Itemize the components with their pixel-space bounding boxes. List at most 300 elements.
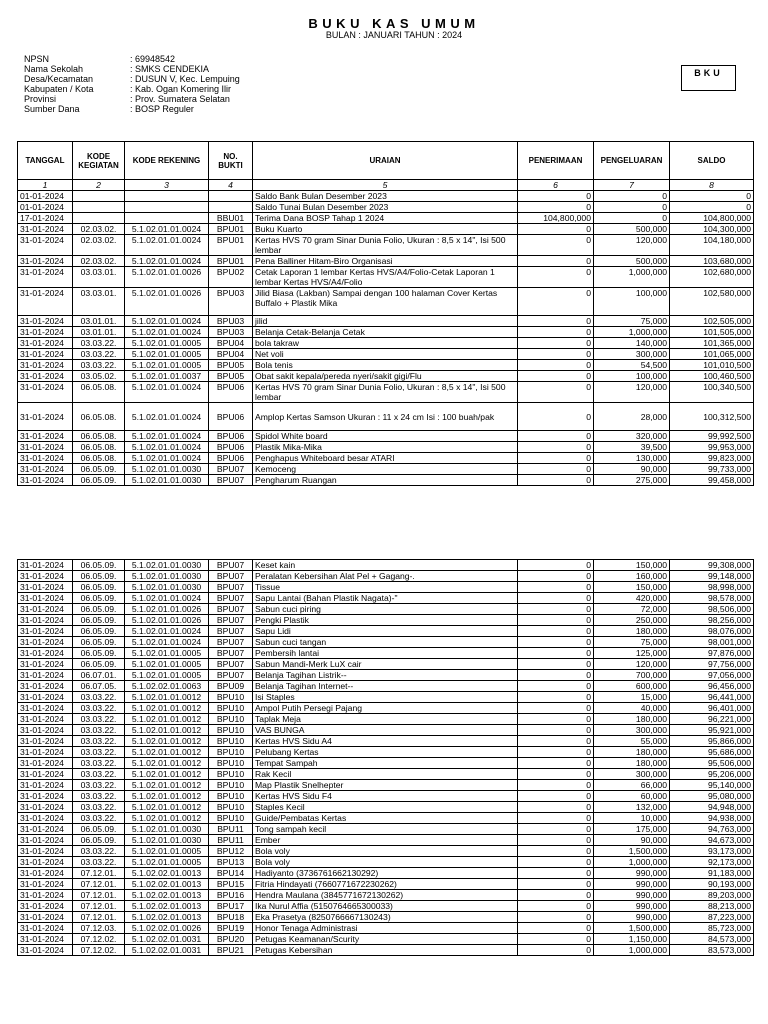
cell-tanggal: 31-01-2024 — [18, 349, 73, 360]
cell-penerimaan: 0 — [518, 813, 594, 824]
info-label: Nama Sekolah — [24, 64, 84, 74]
cell-no-bukti: BPU06 — [209, 453, 253, 464]
cell-no-bukti: BPU10 — [209, 769, 253, 780]
cell-kode-kegiatan: 03.03.22. — [73, 813, 125, 824]
cell-pengeluaran: 90,000 — [594, 835, 670, 846]
cell-no-bukti: BPU05 — [209, 360, 253, 371]
table-row — [18, 442, 754, 453]
cell-no-bukti: BBU01 — [209, 213, 253, 224]
cell-kode-kegiatan: 06.05.09. — [73, 659, 125, 670]
cell-tanggal: 31-01-2024 — [18, 464, 73, 475]
info-value: : DUSUN V, Kec. Lempuing — [130, 74, 240, 84]
cell-penerimaan: 0 — [518, 475, 594, 486]
cell-pengeluaran: 75,000 — [594, 637, 670, 648]
cell-uraian: Plastik Mika-Mika — [253, 442, 518, 453]
table-row — [18, 593, 754, 604]
cell-uraian: Ampol Putih Persegi Pajang — [253, 703, 518, 714]
cell-pengeluaran: 120,000 — [594, 382, 670, 403]
cell-kode-rekening: 5.1.02.01.01.0012 — [125, 769, 209, 780]
cell-pengeluaran: 120,000 — [594, 659, 670, 670]
cell-uraian: Tissue — [253, 582, 518, 593]
cell-uraian: Petugas Keamanan/Scurity — [253, 934, 518, 945]
cell-penerimaan: 0 — [518, 604, 594, 615]
cell-uraian: Buku Kuarto — [253, 224, 518, 235]
cell-pengeluaran: 500,000 — [594, 256, 670, 267]
cell-penerimaan: 0 — [518, 464, 594, 475]
cell-penerimaan: 0 — [518, 780, 594, 791]
cell-uraian: Hendra Maulana (3845771672130262) — [253, 890, 518, 901]
cell-kode-rekening: 5.1.02.01.01.0024 — [125, 593, 209, 604]
cell-tanggal: 31-01-2024 — [18, 692, 73, 703]
cell-kode-kegiatan: 06.05.09. — [73, 626, 125, 637]
cell-kode-rekening: 5.1.02.01.01.0024 — [125, 626, 209, 637]
cell-saldo: 100,312,500 — [670, 403, 754, 431]
cell-saldo: 0 — [670, 191, 754, 202]
cell-uraian: Spidol White board — [253, 431, 518, 442]
table-row — [18, 648, 754, 659]
cell-no-bukti: BPU07 — [209, 475, 253, 486]
cell-pengeluaran: 180,000 — [594, 714, 670, 725]
cell-penerimaan: 0 — [518, 316, 594, 327]
cell-no-bukti: BPU18 — [209, 912, 253, 923]
cell-kode-kegiatan: 03.03.01. — [73, 288, 125, 316]
cell-saldo: 99,458,000 — [670, 475, 754, 486]
cell-kode-rekening: 5.1.02.01.01.0005 — [125, 659, 209, 670]
cell-pengeluaran: 150,000 — [594, 560, 670, 571]
cell-no-bukti: BPU19 — [209, 923, 253, 934]
cell-tanggal: 31-01-2024 — [18, 890, 73, 901]
cell-uraian: Kertas HVS Sidu F4 — [253, 791, 518, 802]
cell-kode-kegiatan: 02.03.02. — [73, 256, 125, 267]
cell-kode-kegiatan: 03.03.22. — [73, 725, 125, 736]
cell-kode-kegiatan: 03.03.22. — [73, 736, 125, 747]
col-index: 2 — [73, 180, 125, 191]
cell-kode-kegiatan: 06.05.09. — [73, 582, 125, 593]
cell-penerimaan: 0 — [518, 791, 594, 802]
cell-kode-rekening: 5.1.02.01.01.0026 — [125, 615, 209, 626]
cell-tanggal: 31-01-2024 — [18, 901, 73, 912]
cell-penerimaan: 0 — [518, 593, 594, 604]
cell-tanggal: 31-01-2024 — [18, 780, 73, 791]
cell-pengeluaran: 54,500 — [594, 360, 670, 371]
cell-saldo: 96,456,000 — [670, 681, 754, 692]
cell-no-bukti: BPU10 — [209, 813, 253, 824]
cell-kode-rekening: 5.1.02.01.01.0024 — [125, 316, 209, 327]
cell-tanggal: 31-01-2024 — [18, 615, 73, 626]
cell-tanggal: 31-01-2024 — [18, 327, 73, 338]
cell-pengeluaran: 0 — [594, 202, 670, 213]
cell-uraian: Kemoceng — [253, 464, 518, 475]
cell-tanggal: 31-01-2024 — [18, 945, 73, 956]
cell-kode-kegiatan: 06.05.08. — [73, 382, 125, 403]
cell-kode-kegiatan: 06.05.09. — [73, 464, 125, 475]
table-row — [18, 615, 754, 626]
cell-no-bukti: BPU07 — [209, 560, 253, 571]
table-row — [18, 868, 754, 879]
ledger-table-page-2 — [17, 559, 754, 956]
cell-saldo: 95,140,000 — [670, 780, 754, 791]
table-row — [18, 923, 754, 934]
info-row — [24, 94, 240, 104]
cell-tanggal: 31-01-2024 — [18, 868, 73, 879]
cell-no-bukti: BPU21 — [209, 945, 253, 956]
cell-saldo: 103,680,000 — [670, 256, 754, 267]
cell-penerimaan: 0 — [518, 453, 594, 464]
table-row — [18, 769, 754, 780]
cell-saldo: 96,441,000 — [670, 692, 754, 703]
table-row — [18, 692, 754, 703]
cell-tanggal: 31-01-2024 — [18, 316, 73, 327]
col-header-saldo: SALDO — [670, 142, 754, 180]
table-row — [18, 890, 754, 901]
cell-saldo: 95,080,000 — [670, 791, 754, 802]
cell-kode-rekening: 5.1.02.01.01.0024 — [125, 235, 209, 256]
cell-tanggal: 01-01-2024 — [18, 202, 73, 213]
cell-no-bukti: BPU09 — [209, 681, 253, 692]
cell-tanggal: 31-01-2024 — [18, 791, 73, 802]
cell-kode-kegiatan: 06.05.09. — [73, 593, 125, 604]
cell-kode-rekening: 5.1.02.01.01.0005 — [125, 360, 209, 371]
cell-no-bukti: BPU07 — [209, 637, 253, 648]
cell-tanggal: 31-01-2024 — [18, 857, 73, 868]
cell-tanggal: 31-01-2024 — [18, 824, 73, 835]
cell-tanggal: 31-01-2024 — [18, 923, 73, 934]
cell-no-bukti: BPU16 — [209, 890, 253, 901]
cell-penerimaan: 0 — [518, 256, 594, 267]
cell-tanggal: 31-01-2024 — [18, 626, 73, 637]
cell-kode-kegiatan — [73, 213, 125, 224]
cell-kode-kegiatan: 07.12.01. — [73, 890, 125, 901]
cell-tanggal: 31-01-2024 — [18, 725, 73, 736]
cell-pengeluaran: 180,000 — [594, 758, 670, 769]
cell-tanggal: 31-01-2024 — [18, 442, 73, 453]
col-header-tanggal: TANGGAL — [18, 142, 73, 180]
table-row — [18, 736, 754, 747]
cell-kode-rekening: 5.1.02.01.01.0005 — [125, 846, 209, 857]
cell-no-bukti: BPU11 — [209, 824, 253, 835]
cell-no-bukti: BPU10 — [209, 780, 253, 791]
cell-saldo: 90,193,000 — [670, 879, 754, 890]
cell-kode-kegiatan: 06.05.08. — [73, 403, 125, 431]
info-row — [24, 74, 240, 84]
table-row — [18, 360, 754, 371]
table-row — [18, 747, 754, 758]
cell-kode-rekening: 5.1.02.01.01.0024 — [125, 403, 209, 431]
cell-tanggal: 31-01-2024 — [18, 453, 73, 464]
school-info — [24, 54, 240, 114]
cell-uraian: Bola voly — [253, 846, 518, 857]
cell-saldo: 98,256,000 — [670, 615, 754, 626]
cell-tanggal: 31-01-2024 — [18, 604, 73, 615]
cell-kode-rekening: 5.1.02.01.01.0012 — [125, 714, 209, 725]
cell-pengeluaran: 700,000 — [594, 670, 670, 681]
cell-saldo: 97,056,000 — [670, 670, 754, 681]
cell-kode-kegiatan: 02.03.02. — [73, 224, 125, 235]
cell-tanggal: 31-01-2024 — [18, 571, 73, 582]
cell-penerimaan: 0 — [518, 758, 594, 769]
info-label: NPSN — [24, 54, 50, 64]
table-row — [18, 703, 754, 714]
cell-uraian: Map Plastik Snelhepter — [253, 780, 518, 791]
cell-tanggal: 31-01-2024 — [18, 813, 73, 824]
table-row — [18, 256, 754, 267]
info-value: : Kab. Ogan Komering Ilir — [130, 84, 232, 94]
cell-no-bukti: BPU05 — [209, 371, 253, 382]
cell-saldo: 99,953,000 — [670, 442, 754, 453]
cell-kode-rekening: 5.1.02.01.01.0026 — [125, 267, 209, 288]
cell-no-bukti: BPU10 — [209, 736, 253, 747]
cell-kode-rekening: 5.1.02.01.01.0030 — [125, 824, 209, 835]
cell-pengeluaran: 180,000 — [594, 747, 670, 758]
cell-no-bukti: BPU07 — [209, 659, 253, 670]
cell-kode-kegiatan: 03.03.22. — [73, 349, 125, 360]
cell-no-bukti: BPU07 — [209, 464, 253, 475]
cell-penerimaan: 0 — [518, 934, 594, 945]
cell-uraian: Sapu Lantai (Bahan Plastik Nagata)-" — [253, 593, 518, 604]
cell-saldo: 102,505,000 — [670, 316, 754, 327]
cell-saldo: 98,001,000 — [670, 637, 754, 648]
table-row — [18, 813, 754, 824]
column-index-row — [18, 180, 754, 191]
table-row — [18, 824, 754, 835]
cell-uraian: Terima Dana BOSP Tahap 1 2024 — [253, 213, 518, 224]
cell-tanggal: 31-01-2024 — [18, 475, 73, 486]
table-row — [18, 780, 754, 791]
cell-kode-kegiatan: 06.05.09. — [73, 824, 125, 835]
cell-uraian: VAS BUNGA — [253, 725, 518, 736]
cell-pengeluaran: 250,000 — [594, 615, 670, 626]
table-row — [18, 453, 754, 464]
cell-kode-rekening: 5.1.02.02.01.0063 — [125, 681, 209, 692]
cell-pengeluaran: 140,000 — [594, 338, 670, 349]
cell-saldo: 100,460,500 — [670, 371, 754, 382]
cell-tanggal: 31-01-2024 — [18, 758, 73, 769]
cell-penerimaan: 0 — [518, 802, 594, 813]
cell-kode-kegiatan: 06.05.09. — [73, 648, 125, 659]
info-value: : 69948542 — [130, 54, 176, 64]
cell-saldo: 101,365,000 — [670, 338, 754, 349]
cell-penerimaan: 0 — [518, 191, 594, 202]
cell-kode-kegiatan: 06.05.09. — [73, 835, 125, 846]
cell-saldo: 93,173,000 — [670, 846, 754, 857]
info-row — [24, 104, 240, 114]
cell-uraian: bola takraw — [253, 338, 518, 349]
document-title: BUKU KAS UMUM — [308, 16, 480, 31]
cell-tanggal: 31-01-2024 — [18, 371, 73, 382]
cell-penerimaan: 0 — [518, 912, 594, 923]
cell-pengeluaran: 120,000 — [594, 235, 670, 256]
cell-pengeluaran: 130,000 — [594, 453, 670, 464]
table-row — [18, 670, 754, 681]
table-row — [18, 403, 754, 431]
cell-kode-rekening: 5.1.02.01.01.0030 — [125, 571, 209, 582]
info-value: : BOSP Reguler — [130, 104, 194, 114]
cell-saldo: 96,401,000 — [670, 703, 754, 714]
cell-kode-rekening: 5.1.02.01.01.0026 — [125, 604, 209, 615]
cell-uraian: Belanja Tagihan Internet-- — [253, 681, 518, 692]
cell-penerimaan: 0 — [518, 824, 594, 835]
table-row — [18, 571, 754, 582]
cell-uraian: Rak Kecil — [253, 769, 518, 780]
info-label: Sumber Dana — [24, 104, 80, 114]
col-header-pengeluaran: PENGELUARAN — [594, 142, 670, 180]
cell-uraian: Sabun cuci tangan — [253, 637, 518, 648]
info-label: Desa/Kecamatan — [24, 74, 94, 84]
cell-tanggal: 31-01-2024 — [18, 747, 73, 758]
cell-kode-kegiatan: 06.07.05. — [73, 681, 125, 692]
cell-no-bukti: BPU07 — [209, 615, 253, 626]
cell-penerimaan: 0 — [518, 431, 594, 442]
cell-tanggal: 31-01-2024 — [18, 382, 73, 403]
cell-penerimaan: 0 — [518, 382, 594, 403]
cell-penerimaan: 0 — [518, 267, 594, 288]
cell-kode-kegiatan: 02.03.02. — [73, 235, 125, 256]
cell-tanggal: 31-01-2024 — [18, 582, 73, 593]
cell-pengeluaran: 39,500 — [594, 442, 670, 453]
col-index: 3 — [125, 180, 209, 191]
cell-penerimaan: 104,800,000 — [518, 213, 594, 224]
cell-penerimaan: 0 — [518, 681, 594, 692]
cell-uraian: Saldo Tunai Bulan Desember 2023 — [253, 202, 518, 213]
cell-no-bukti: BPU03 — [209, 288, 253, 316]
cell-tanggal: 31-01-2024 — [18, 912, 73, 923]
cell-saldo: 95,866,000 — [670, 736, 754, 747]
cell-pengeluaran: 15,000 — [594, 692, 670, 703]
cell-kode-kegiatan: 03.05.02. — [73, 371, 125, 382]
cell-pengeluaran: 10,000 — [594, 813, 670, 824]
cell-penerimaan: 0 — [518, 945, 594, 956]
cell-pengeluaran: 320,000 — [594, 431, 670, 442]
table-row — [18, 725, 754, 736]
cell-pengeluaran: 300,000 — [594, 349, 670, 360]
cell-saldo: 0 — [670, 202, 754, 213]
table-row — [18, 560, 754, 571]
document-subtitle: BULAN : JANUARI TAHUN : 2024 — [325, 30, 463, 40]
cell-no-bukti: BPU07 — [209, 648, 253, 659]
cell-kode-rekening: 5.1.02.01.01.0024 — [125, 327, 209, 338]
cell-no-bukti: BPU12 — [209, 846, 253, 857]
table-row — [18, 802, 754, 813]
cell-saldo: 101,010,500 — [670, 360, 754, 371]
cell-penerimaan: 0 — [518, 615, 594, 626]
ledger-table-page-1 — [17, 141, 754, 486]
cell-no-bukti: BPU10 — [209, 692, 253, 703]
cell-penerimaan: 0 — [518, 648, 594, 659]
cell-saldo: 98,076,000 — [670, 626, 754, 637]
cell-tanggal: 31-01-2024 — [18, 670, 73, 681]
cell-tanggal: 31-01-2024 — [18, 659, 73, 670]
cell-saldo: 91,183,000 — [670, 868, 754, 879]
cell-kode-rekening: 5.1.02.01.01.0005 — [125, 857, 209, 868]
cell-kode-rekening: 5.1.02.01.01.0005 — [125, 670, 209, 681]
table-row — [18, 879, 754, 890]
cell-pengeluaran: 1,500,000 — [594, 923, 670, 934]
cell-pengeluaran: 0 — [594, 213, 670, 224]
cell-no-bukti: BPU01 — [209, 224, 253, 235]
cell-saldo: 101,065,000 — [670, 349, 754, 360]
col-index: 6 — [518, 180, 594, 191]
cell-kode-kegiatan: 03.03.22. — [73, 703, 125, 714]
cell-kode-kegiatan: 03.03.22. — [73, 747, 125, 758]
col-header-uraian: URAIAN — [253, 142, 518, 180]
cell-saldo: 100,340,500 — [670, 382, 754, 403]
cell-saldo: 85,723,000 — [670, 923, 754, 934]
cell-pengeluaran: 55,000 — [594, 736, 670, 747]
cell-pengeluaran: 600,000 — [594, 681, 670, 692]
cell-kode-kegiatan: 03.03.22. — [73, 758, 125, 769]
cell-pengeluaran: 1,000,000 — [594, 267, 670, 288]
cell-pengeluaran: 132,000 — [594, 802, 670, 813]
cell-tanggal: 31-01-2024 — [18, 714, 73, 725]
cell-pengeluaran: 28,000 — [594, 403, 670, 431]
cell-penerimaan: 0 — [518, 202, 594, 213]
cell-kode-rekening: 5.1.02.01.01.0024 — [125, 382, 209, 403]
cell-saldo: 99,992,500 — [670, 431, 754, 442]
cell-uraian: jilid — [253, 316, 518, 327]
cell-kode-rekening: 5.1.02.01.01.0012 — [125, 736, 209, 747]
cell-tanggal: 31-01-2024 — [18, 403, 73, 431]
cell-saldo: 95,921,000 — [670, 725, 754, 736]
table-row — [18, 475, 754, 486]
cell-pengeluaran: 1,000,000 — [594, 327, 670, 338]
cell-penerimaan: 0 — [518, 725, 594, 736]
cell-penerimaan: 0 — [518, 857, 594, 868]
cell-tanggal: 31-01-2024 — [18, 235, 73, 256]
cell-kode-rekening: 5.1.02.01.01.0030 — [125, 560, 209, 571]
cell-no-bukti: BPU06 — [209, 382, 253, 403]
cell-penerimaan: 0 — [518, 371, 594, 382]
table-row — [18, 582, 754, 593]
cell-penerimaan: 0 — [518, 736, 594, 747]
cell-uraian: Net voli — [253, 349, 518, 360]
cell-no-bukti: BPU01 — [209, 235, 253, 256]
cell-kode-rekening: 5.1.02.01.01.0012 — [125, 747, 209, 758]
col-index: 4 — [209, 180, 253, 191]
cell-saldo: 99,823,000 — [670, 453, 754, 464]
cell-kode-kegiatan: 06.07.01. — [73, 670, 125, 681]
cell-saldo: 95,686,000 — [670, 747, 754, 758]
cell-pengeluaran: 990,000 — [594, 901, 670, 912]
cell-uraian: Hadiyanto (3736761662130292) — [253, 868, 518, 879]
cell-uraian: Jilid Biasa (Lakban) Sampai dengan 100 halaman Cover Kertas Buffalo + Plastik Mika — [253, 288, 518, 316]
cell-no-bukti: BPU10 — [209, 703, 253, 714]
cell-tanggal: 31-01-2024 — [18, 593, 73, 604]
cell-no-bukti: BPU04 — [209, 349, 253, 360]
cell-uraian: Penghapus Whiteboard besar ATARI — [253, 453, 518, 464]
cell-saldo: 98,506,000 — [670, 604, 754, 615]
table-row — [18, 846, 754, 857]
cell-uraian: Eka Prasetya (8250766667130243) — [253, 912, 518, 923]
cell-saldo: 84,573,000 — [670, 934, 754, 945]
info-row — [24, 84, 240, 94]
cell-uraian: Peralatan Kebersihan Alat Pel + Gagang-. — [253, 571, 518, 582]
col-index: 5 — [253, 180, 518, 191]
cell-kode-kegiatan: 03.03.22. — [73, 846, 125, 857]
cell-uraian: Pengki Plastik — [253, 615, 518, 626]
cell-tanggal: 31-01-2024 — [18, 934, 73, 945]
cell-penerimaan: 0 — [518, 659, 594, 670]
cell-uraian: Bola tenis — [253, 360, 518, 371]
cell-saldo: 99,308,000 — [670, 560, 754, 571]
cell-saldo: 99,148,000 — [670, 571, 754, 582]
cell-kode-rekening: 5.1.02.02.01.0026 — [125, 923, 209, 934]
cell-pengeluaran: 100,000 — [594, 288, 670, 316]
table-row — [18, 235, 754, 256]
cell-saldo: 97,756,000 — [670, 659, 754, 670]
cell-penerimaan: 0 — [518, 747, 594, 758]
cell-penerimaan: 0 — [518, 769, 594, 780]
cell-no-bukti: BPU13 — [209, 857, 253, 868]
